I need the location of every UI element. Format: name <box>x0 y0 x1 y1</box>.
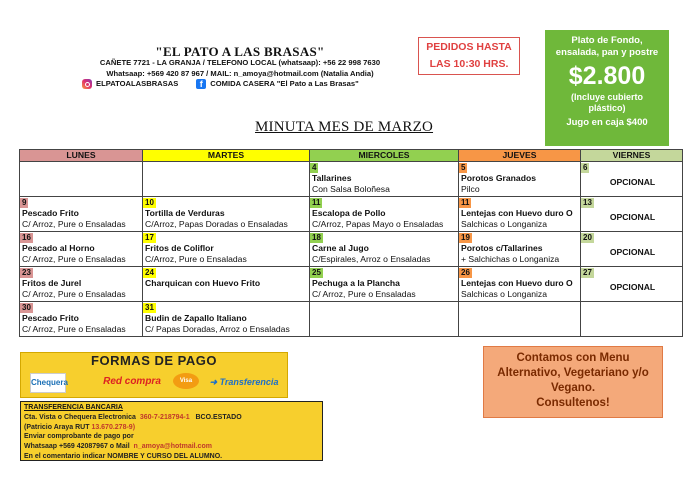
day-number: 23 <box>22 268 31 277</box>
dish-side: C/Arroz, Pure o Ensaladas <box>145 254 247 264</box>
menu-cell <box>459 197 581 232</box>
alt-line2: Alternativo, Vegetariano y/o <box>497 367 649 379</box>
optional-label: OPCIONAL <box>609 212 656 222</box>
visa-logo: Visa <box>173 373 199 389</box>
week-row <box>20 232 683 267</box>
day-number: 20 <box>583 233 592 242</box>
dish-side: Salchicas o Longaniza <box>461 289 547 299</box>
menu-cell <box>459 267 581 302</box>
dish-name: Porotos Granados <box>461 173 536 183</box>
day-header-viernes: VIERNES <box>581 150 683 162</box>
transfer-arrow-icon: ➜ <box>209 377 220 387</box>
alt-line4: Consultenos! <box>536 397 610 409</box>
menu-cell <box>310 232 459 267</box>
send-receipt: Enviar comprobante de pago por <box>24 433 134 441</box>
menu-table <box>19 149 683 337</box>
holder-label: (Patricio Araya RUT <box>24 423 90 431</box>
week-row <box>20 267 683 302</box>
day-number: 6 <box>583 163 588 172</box>
dish-name: Porotos c/Tallarines <box>461 243 543 253</box>
dish-name: Lentejas con Huevo duro O <box>461 278 573 288</box>
dish-name: Lentejas con Huevo duro O <box>461 208 573 218</box>
menu-cell <box>143 302 310 337</box>
menu-cell <box>310 162 459 197</box>
day-header-lunes: LUNES <box>20 150 143 162</box>
day-header-miercoles: MIERCOLES <box>310 150 459 162</box>
menu-cell <box>581 267 683 302</box>
menu-cell <box>20 232 143 267</box>
address-line: CAÑETE 7721 - LA GRANJA / TELEFONO LOCAL (whatsaap): +56 22 998 7630 <box>99 58 381 67</box>
dish-side: C/ Arroz, Pure o Ensaladas <box>22 254 126 264</box>
instagram-handle[interactable]: ELPATOALASBRASAS <box>96 79 179 88</box>
pedidos-line1: PEDIDOS HASTA <box>426 41 512 53</box>
optional-label: OPCIONAL <box>609 247 656 257</box>
menu-cell <box>581 162 683 197</box>
day-number: 11 <box>461 198 470 207</box>
day-number: 25 <box>312 268 321 277</box>
menu-cell <box>143 232 310 267</box>
day-header-row <box>20 150 683 162</box>
restaurant-title: "EL PATO A LAS BRASAS" <box>155 44 325 59</box>
dish-side: Con Salsa Boloñesa <box>312 184 390 194</box>
dish-side: C/ Arroz, Pure o Ensaladas <box>22 289 126 299</box>
price-desc-1: Plato de Fondo, <box>571 35 643 46</box>
redcompra-logo: Red compra <box>103 376 161 387</box>
day-number: 11 <box>312 198 321 207</box>
dish-name: Pechuga a la Plancha <box>312 278 400 288</box>
price-desc-2: ensalada, pan y postre <box>555 47 659 58</box>
dish-name: Charquican con Huevo Frito <box>145 278 261 288</box>
whatsapp-line <box>24 442 319 452</box>
day-number: 5 <box>461 163 466 172</box>
transfer-heading: TRANSFERENCIA BANCARIA <box>24 404 123 411</box>
menu-cell <box>143 197 310 232</box>
day-number: 4 <box>312 163 317 172</box>
dish-side: Pilco <box>461 184 480 194</box>
payment-methods-box <box>20 352 288 398</box>
transfer-logo-label: Transferencia <box>219 377 279 387</box>
dish-name: Pescado Frito <box>22 313 79 323</box>
holder-line <box>24 423 319 433</box>
transfer-logo <box>209 373 279 391</box>
menu-cell <box>581 302 683 337</box>
week-row <box>20 162 683 197</box>
account-line <box>24 413 319 423</box>
menu-title: MINUTA MES DE MARZO <box>255 119 434 135</box>
dish-side: C/ Arroz, Pure o Ensaladas <box>22 219 126 229</box>
facebook-icon: f <box>196 79 206 89</box>
day-header-jueves: JUEVES <box>459 150 581 162</box>
holder-rut: 13.670.278-9) <box>91 423 136 431</box>
dish-name: Fritos de Jurel <box>22 278 82 288</box>
day-number: 9 <box>22 198 27 207</box>
dish-side: C/ Arroz, Pure o Ensaladas <box>312 289 416 299</box>
dish-name: Carne al Jugo <box>312 243 369 253</box>
account-number: 360-7-218794-1 <box>139 413 190 421</box>
dish-name: Budin de Zapallo Italiano <box>145 313 247 323</box>
menu-cell <box>20 162 143 197</box>
week-row <box>20 197 683 232</box>
day-number: 18 <box>312 233 321 242</box>
day-header-martes: MARTES <box>143 150 310 162</box>
menu-cell <box>581 232 683 267</box>
day-number: 24 <box>145 268 154 277</box>
dish-name: Tortilla de Verduras <box>145 208 225 218</box>
dish-name: Tallarines <box>312 173 352 183</box>
bank-transfer-box <box>20 401 323 461</box>
day-number: 17 <box>145 233 154 242</box>
day-number: 13 <box>583 198 592 207</box>
optional-label: OPCIONAL <box>609 177 656 187</box>
contact-line: Whatsaap: +569 420 87 967 / MAIL: n_amoya@hotmail.com (Natalia Andia) <box>106 69 374 78</box>
chequera-logo: Chequera <box>30 373 66 393</box>
menu-cell <box>459 232 581 267</box>
social-line <box>82 79 412 93</box>
menu-cell <box>20 302 143 337</box>
menu-cell <box>143 162 310 197</box>
menu-cell <box>310 197 459 232</box>
account-label: Cta. Vista o Chequera Electronica <box>24 413 136 421</box>
alt-line1: Contamos con Menu <box>516 352 630 364</box>
price-value: $2.800 <box>568 62 646 90</box>
dish-name: Fritos de Coliflor <box>145 243 214 253</box>
menu-cell <box>20 267 143 302</box>
price-box <box>545 30 669 146</box>
day-number: 31 <box>145 303 154 312</box>
day-number: 19 <box>461 233 470 242</box>
price-sub-2: plástico) <box>588 103 626 113</box>
menu-cell <box>459 302 581 337</box>
menu-cell <box>143 267 310 302</box>
comment-note: En el comentario indicar NOMBRE Y CURSO DEL ALUMNO. <box>24 452 223 460</box>
juice-price: Jugo en caja $400 <box>566 117 648 128</box>
bank-name: BCO.ESTADO <box>195 413 242 421</box>
alternative-menu-box <box>483 346 663 418</box>
dish-side: C/Arroz, Papas Doradas o Ensaladas <box>145 219 288 229</box>
menu-cell <box>459 162 581 197</box>
pedidos-line2: LAS 10:30 HRS. <box>429 58 509 70</box>
menu-cell <box>581 197 683 232</box>
dish-side: C/ Papas Doradas, Arroz o Ensaladas <box>145 324 290 334</box>
week-row <box>20 302 683 337</box>
whatsapp-label: Whatsaap +569 42087967 o Mail <box>24 443 130 451</box>
dish-side: Salchicas o Longaniza <box>461 219 547 229</box>
payment-title: FORMAS DE PAGO <box>91 353 217 368</box>
menu-cell <box>310 302 459 337</box>
dish-side: C/Arroz, Papas Mayo o Ensaladas <box>312 219 444 229</box>
dish-name: Pescado al Horno <box>22 243 95 253</box>
day-number: 26 <box>461 268 470 277</box>
dish-name: Pescado Frito <box>22 208 79 218</box>
alt-line3: Vegano. <box>550 382 596 394</box>
dish-side: + Salchichas o Longaniza <box>461 254 560 264</box>
menu-cell <box>310 267 459 302</box>
menu-body <box>20 162 683 337</box>
dish-side: C/Espirales, Arroz o Ensaladas <box>312 254 431 264</box>
price-sub-1: (Incluye cubierto <box>570 92 643 102</box>
day-number: 16 <box>22 233 31 242</box>
instagram-icon <box>82 79 92 89</box>
menu-cell <box>20 197 143 232</box>
day-number: 30 <box>22 303 31 312</box>
optional-label: OPCIONAL <box>609 282 656 292</box>
email-link[interactable]: n_amoya@hotmail.com <box>133 443 212 451</box>
dish-name: Escalopa de Pollo <box>312 208 386 218</box>
pedidos-box <box>418 37 520 75</box>
day-number: 10 <box>145 198 154 207</box>
facebook-page[interactable]: COMIDA CASERA "El Pato a Las Brasas" <box>210 79 359 88</box>
day-number: 27 <box>583 268 592 277</box>
dish-side: C/ Arroz, Pure o Ensaladas <box>22 324 126 334</box>
